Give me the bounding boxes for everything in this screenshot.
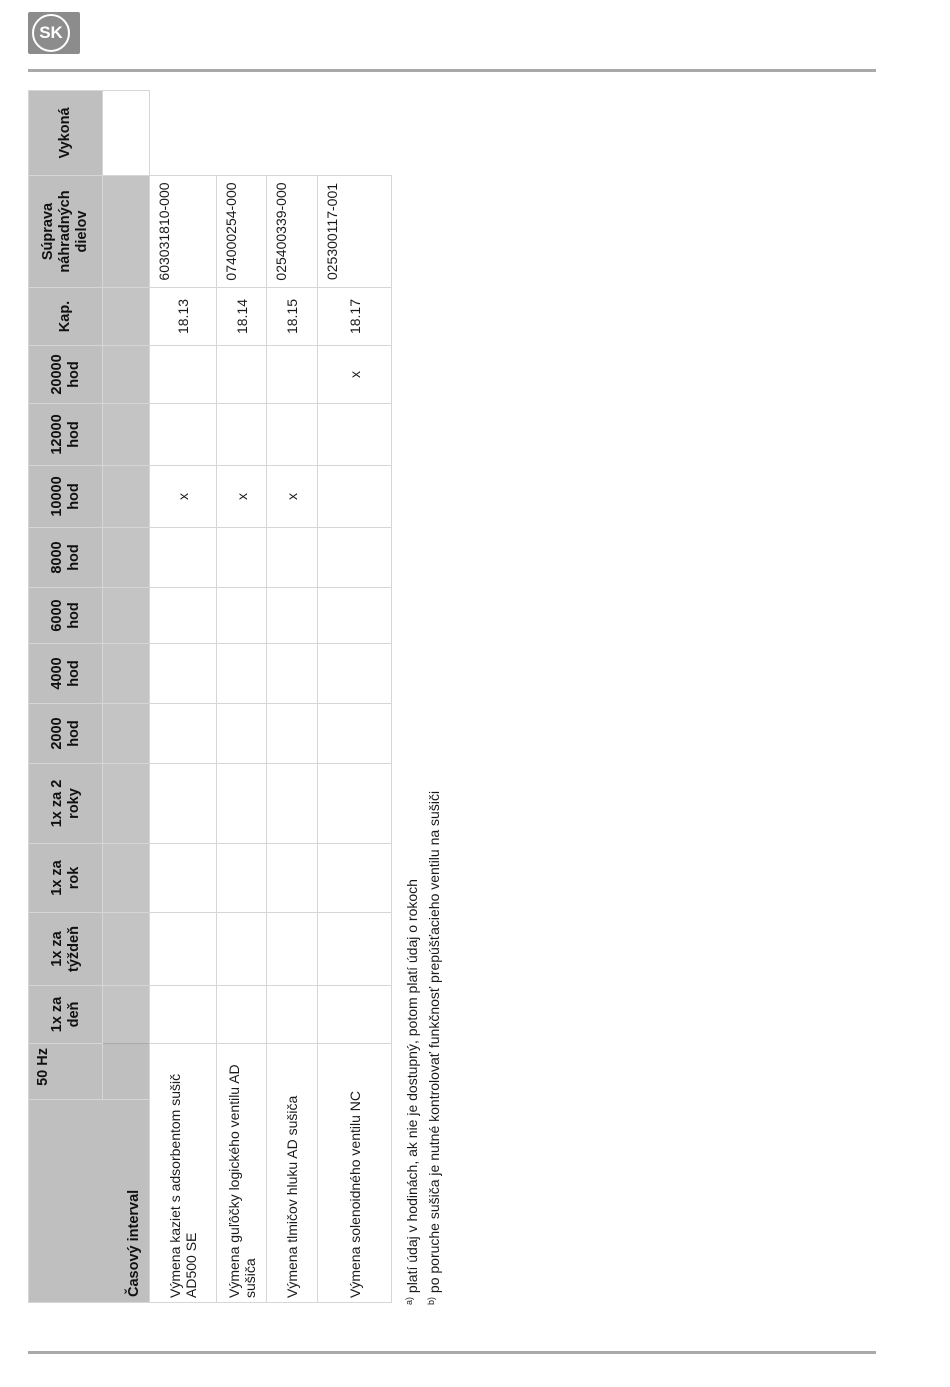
subheader-cell [103, 528, 150, 588]
table-row [318, 90, 392, 1303]
col-header-yearly: 1x za rok [29, 844, 103, 913]
col-header-spare-parts: Súprava náhradných dielov [29, 176, 103, 288]
subheader-cell [103, 176, 150, 288]
footnote-a [400, 605, 422, 1305]
mark-cell: x [267, 466, 318, 528]
subheader-cell [103, 844, 150, 913]
col-header-12000h: 12000 hod [29, 404, 103, 466]
col-header-4000h: 4000 hod [29, 644, 103, 704]
col-header-2-years: 1x za 2 roky [29, 764, 103, 844]
subheader-cell [103, 704, 150, 764]
subheader-cell [103, 913, 150, 986]
part-number-cell: 603031810-000 [150, 176, 217, 288]
table-row [217, 90, 267, 1303]
maintenance-table [28, 90, 392, 1303]
bottom-rule [28, 1351, 876, 1354]
language-badge [28, 12, 80, 54]
subheader-cell [103, 1044, 150, 1100]
header-row [29, 90, 103, 1303]
subheader-cell [103, 466, 150, 528]
footnote-text: po poruche sušiča je nutné kontrolovať funkčnosť prepúšťacieho ventilu na sušiči [426, 790, 442, 1294]
col-header-daily: 1x za deň [29, 986, 103, 1044]
part-number-cell: 025300117-001 [318, 176, 392, 288]
task-cell: Výmena guľôčky logického ventilu AD sušiča [217, 1044, 267, 1303]
footnote-b [422, 605, 444, 1305]
footnote-marker: b) [426, 1296, 436, 1305]
subheader-cell [103, 588, 150, 644]
footnote-text: platí údaj v hodinách, ak nie je dostupný, potom platí údaj o rokoch [404, 879, 420, 1294]
mark-cell: x [150, 466, 217, 528]
col-header-2000h: 2000 hod [29, 704, 103, 764]
subheader-cell [103, 346, 150, 404]
subheader-cell [103, 404, 150, 466]
task-cell: Výmena tlmičov hluku AD sušiča [267, 1044, 318, 1303]
col-header-20000h: 20000 hod [29, 346, 103, 404]
kap-cell: 18.14 [217, 288, 267, 346]
mark-cell: x [217, 466, 267, 528]
col-header-performed-by: Vykoná [29, 91, 103, 176]
kap-cell: 18.15 [267, 288, 318, 346]
col-header-hz: 50 Hz [29, 1044, 103, 1100]
part-number-cell: 025400339-000 [267, 176, 318, 288]
table-row [267, 90, 318, 1303]
col-header-weekly: 1x za týždeň [29, 913, 103, 986]
subheader-cell [103, 764, 150, 844]
footnote-marker: a) [404, 1296, 414, 1305]
col-header-interval: Časový interval [29, 1100, 150, 1303]
subheader-cell [103, 644, 150, 704]
subheader-cell [103, 986, 150, 1044]
col-header-8000h: 8000 hod [29, 528, 103, 588]
subheader-cell [103, 91, 150, 176]
col-header-kap: Kap. [29, 288, 103, 346]
maintenance-table-rotated [28, 91, 392, 1303]
task-cell: Výmena solenoidného ventilu NC [318, 1044, 392, 1303]
kap-cell: 18.17 [318, 288, 392, 346]
part-number-cell: 074000254-000 [217, 176, 267, 288]
table-row [150, 90, 217, 1303]
kap-cell: 18.13 [150, 288, 217, 346]
top-rule [28, 69, 876, 72]
task-cell: Výmena kaziet s adsorbentom sušič AD500 SE [150, 1044, 217, 1303]
footnotes [400, 605, 444, 1305]
subheader-cell [103, 288, 150, 346]
col-header-6000h: 6000 hod [29, 588, 103, 644]
language-badge-label: SK [32, 14, 70, 52]
col-header-10000h: 10000 hod [29, 466, 103, 528]
mark-cell: x [318, 346, 392, 404]
